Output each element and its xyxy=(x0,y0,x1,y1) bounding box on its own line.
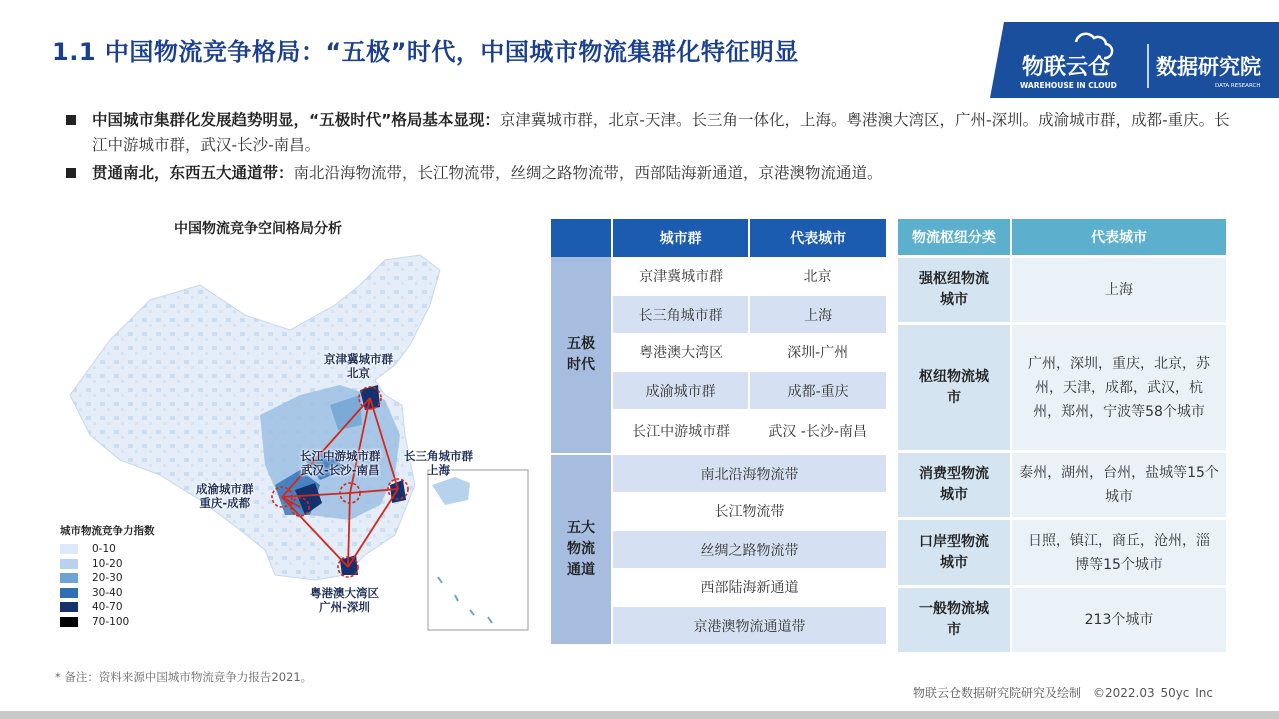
hub-cities: 泰州，湖州，台州，盐城等15个城市 xyxy=(1011,452,1226,519)
hub-cities: 广州，深圳，重庆，北京，苏州，天津，成都，武汉，杭州，郑州，宁波等58个城市 xyxy=(1011,324,1226,452)
hub-category: 消费型物流城市 xyxy=(898,452,1011,519)
table-cell: 粤港澳大湾区 xyxy=(612,333,749,371)
bullet-text: 京津冀城市群，北京-天津。长三角一体化，上海。粤港澳大湾区，广州-深圳。成渝城市群，成都-重庆。长江中游城市群，武汉-长沙-南昌。 xyxy=(92,111,1230,154)
brand-logo xyxy=(990,22,1279,98)
city-cluster-table xyxy=(551,219,886,646)
hub-category: 一般物流城市 xyxy=(898,587,1011,654)
bullet-square-icon xyxy=(66,115,76,125)
table-cell: 长三角城市群 xyxy=(612,295,749,333)
legend-swatch xyxy=(60,559,78,569)
legend-item: 20-30 xyxy=(60,571,155,586)
table-cell: 南北沿海物流带 xyxy=(612,454,886,492)
map-label-ygd: 粤港澳大湾区 广州-深圳 xyxy=(310,586,379,614)
legend-title: 城市物流竞争力指数 xyxy=(60,525,155,537)
legend-item: 30-40 xyxy=(60,586,155,601)
logo-left-sub: WAREHOUSE IN CLOUD xyxy=(1020,81,1117,90)
bullet-list xyxy=(62,108,1232,189)
hub-cities: 213个城市 xyxy=(1011,587,1226,654)
table-cell: 长江中游城市群 xyxy=(612,409,749,454)
logo-right-sub: DATA RESEARCH xyxy=(1215,83,1261,89)
hub-category: 口岸型物流城市 xyxy=(898,519,1011,587)
legend-item: 10-20 xyxy=(60,557,155,572)
legend-swatch xyxy=(60,573,78,583)
hub-cities: 上海 xyxy=(1011,257,1226,324)
table-header: 城市群 xyxy=(612,219,749,257)
hub-cities: 日照，镇江，商丘，沧州，淄博等15个城市 xyxy=(1011,519,1226,587)
table-cell: 京港澳物流通道带 xyxy=(612,606,886,645)
bullet-item xyxy=(62,108,1232,158)
logistics-hub-table xyxy=(898,219,1226,655)
legend-swatch xyxy=(60,602,78,612)
credit-line: 物联云仓数据研究院研究及绘制 ©2022.03 50yc Inc xyxy=(913,686,1213,700)
table-header: 代表城市 xyxy=(1011,219,1226,257)
logo-right-text: 数据研究院 xyxy=(1156,55,1261,79)
bullet-heading: 贯通南北，东西五大通道带： xyxy=(92,164,294,182)
legend-swatch xyxy=(60,588,78,598)
group-label-five-corridors: 五大物流通道 xyxy=(551,454,612,645)
legend-swatch xyxy=(60,617,78,627)
page-title: 1.1 中国物流竞争格局：“五极”时代，中国城市物流集群化特征明显 xyxy=(52,38,799,66)
map-title: 中国物流竞争空间格局分析 xyxy=(174,221,342,237)
legend-item: 0-10 xyxy=(60,542,155,557)
footer-bar xyxy=(0,711,1279,719)
table-cell: 武汉 -长沙-南昌 xyxy=(749,409,886,454)
legend-swatch xyxy=(60,544,78,554)
table-cell: 长江物流带 xyxy=(612,492,886,530)
bullet-text: 南北沿海物流带，长江物流带，丝绸之路物流带，西部陆海新通道，京港澳物流通道。 xyxy=(293,164,883,182)
hub-category: 强枢纽物流城市 xyxy=(898,257,1011,324)
group-label-five-poles: 五极时代 xyxy=(551,257,612,454)
table-cell: 京津冀城市群 xyxy=(612,257,749,295)
map-label-jjj: 京津冀城市群 北京 xyxy=(324,352,393,380)
table-cell: 丝绸之路物流带 xyxy=(612,530,886,568)
map-legend xyxy=(60,523,155,629)
legend-item: 40-70 xyxy=(60,600,155,615)
table-header: 代表城市 xyxy=(749,219,886,257)
table-cell: 西部陆海新通道 xyxy=(612,568,886,606)
source-note: * 备注：资料来源中国城市物流竞争力报告2021。 xyxy=(55,670,313,684)
table-cell: 深圳-广州 xyxy=(749,333,886,371)
logo-left-text: 物联云仓 xyxy=(1022,55,1111,80)
hub-category: 枢纽物流城市 xyxy=(898,324,1011,452)
map-label-cj: 长江中游城市群 武汉-长沙-南昌 xyxy=(300,449,381,477)
table-cell: 北京 xyxy=(749,257,886,295)
map-label-cy: 成渝城市群 重庆-成都 xyxy=(196,482,254,510)
table-cell: 上海 xyxy=(749,295,886,333)
legend-item: 70-100 xyxy=(60,615,155,630)
bullet-square-icon xyxy=(66,168,76,178)
bullet-item xyxy=(62,161,1232,186)
table-cell: 成渝城市群 xyxy=(612,371,749,409)
bullet-heading: 中国城市集群化发展趋势明显，“五极时代”格局基本显现： xyxy=(92,111,500,129)
map-label-csj: 长三角城市群 上海 xyxy=(404,449,473,477)
table-cell: 成都-重庆 xyxy=(749,371,886,409)
table-header: 物流枢纽分类 xyxy=(898,219,1011,257)
